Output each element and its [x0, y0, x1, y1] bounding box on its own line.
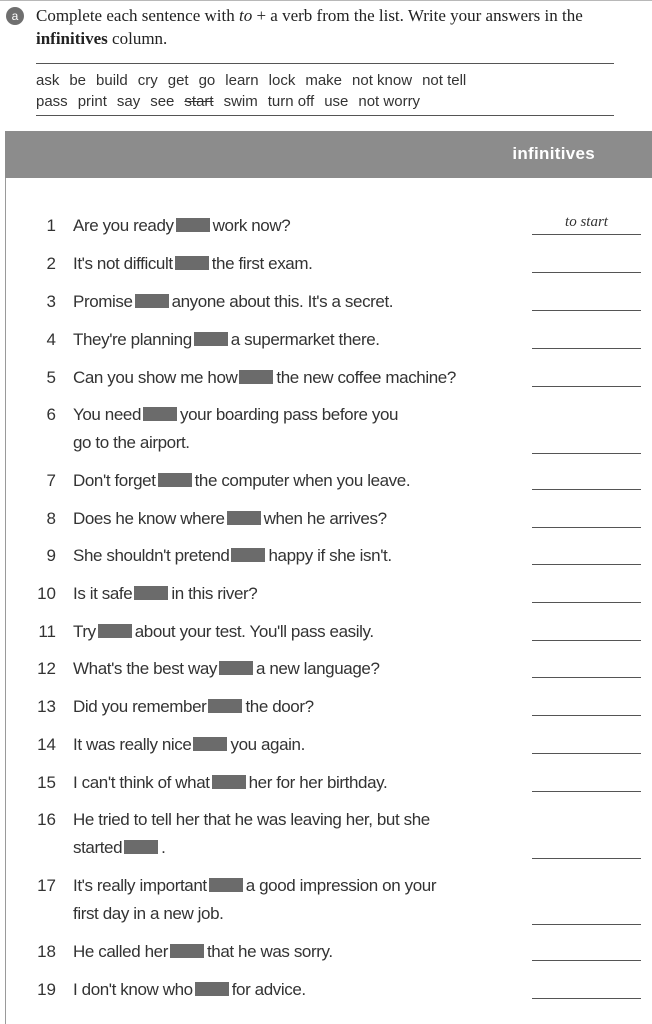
- item-number: 2: [46, 254, 56, 273]
- sentence-text: [73, 505, 493, 533]
- sentence-text: [73, 401, 493, 457]
- sentence-before-gap: It's really important: [73, 876, 207, 895]
- word-list-item: not tell: [422, 72, 467, 89]
- word-list-top-rule: [36, 63, 614, 64]
- blank-gap: [158, 473, 192, 487]
- sentence-text: [73, 364, 493, 392]
- sentence-after-gap: for advice.: [231, 980, 306, 999]
- sentence-after-gap: in this river?: [171, 584, 258, 603]
- sentence-before-gap: What's the best way: [73, 659, 217, 678]
- sentence-after-gap: a supermarket there.: [230, 330, 380, 349]
- word-list-item: learn: [225, 72, 259, 89]
- sentence-text: [73, 769, 493, 797]
- item-number: 1: [46, 216, 56, 235]
- word-list-item: lock: [268, 72, 296, 89]
- item-number: 12: [37, 659, 56, 678]
- blank-gap: [176, 218, 210, 232]
- word-list-item: ask: [36, 72, 60, 89]
- blank-gap: [135, 294, 169, 308]
- blank-gap: [227, 511, 261, 525]
- sentence-text: [73, 212, 493, 240]
- sentence-before-gap: started: [73, 838, 123, 857]
- blank-gap: [208, 699, 242, 713]
- sentence-text: [73, 655, 493, 683]
- sentence-after-gap: her for her birthday.: [248, 773, 388, 792]
- sentence-after-gap: anyone about this. It's a secret.: [171, 292, 394, 311]
- sentence-before-gap: Did you remember: [73, 697, 207, 716]
- sentence-line-2: first day in a new job.: [73, 904, 224, 923]
- item-number: 11: [38, 622, 56, 641]
- sentence-before-gap: They're planning: [73, 330, 192, 349]
- sentence-after-gap: happy if she isn't.: [268, 546, 392, 565]
- blank-gap: [143, 407, 177, 421]
- sentence-before-gap: He tried to tell her that he was leaving her, but she: [73, 810, 430, 829]
- sentence-before-gap: She shouldn't pretend: [73, 546, 230, 565]
- instruction-text: + a verb from the list. Write your answers in the: [252, 6, 583, 25]
- blank-gap: [209, 878, 243, 892]
- sentence-before-gap: Are you ready: [73, 216, 174, 235]
- sentence-after-gap: your boarding pass before you: [180, 405, 399, 424]
- item-number: 4: [46, 330, 56, 349]
- answer-field[interactable]: [532, 693, 641, 716]
- sentence-text: [73, 806, 493, 862]
- answer-field[interactable]: [532, 580, 641, 603]
- sentence-before-gap: Promise: [73, 292, 133, 311]
- word-list-item: go: [198, 72, 216, 89]
- instruction-text: column.: [107, 29, 168, 48]
- sentence-text: [73, 326, 493, 354]
- sentence-after-gap: about your test. You'll pass easily.: [134, 622, 374, 641]
- word-list-item: swim: [223, 93, 258, 110]
- sentence-after-gap: a new language?: [256, 659, 380, 678]
- answer-field[interactable]: to start: [532, 212, 641, 235]
- word-list-item: see: [150, 93, 175, 110]
- exercise-label-badge: a: [6, 7, 24, 25]
- blank-gap: [193, 737, 227, 751]
- word-list-item: not worry: [358, 93, 421, 110]
- sentence-text: [73, 731, 493, 759]
- answer-field[interactable]: [532, 505, 641, 528]
- word-list-item: turn off: [267, 93, 315, 110]
- sentence-before-gap: He called her: [73, 942, 168, 961]
- sentence-text: [73, 580, 493, 608]
- item-number: 15: [37, 773, 56, 792]
- word-list-row-1: [36, 72, 476, 90]
- item-number: 6: [46, 405, 56, 424]
- item-number: 14: [37, 735, 56, 754]
- column-header-title: infinitives: [512, 144, 595, 163]
- answer-field[interactable]: [532, 836, 641, 859]
- item-number: 10: [37, 584, 56, 603]
- sentence-before-gap: Can you show me how: [73, 368, 238, 387]
- word-list-item: get: [167, 72, 189, 89]
- word-list-row-2: [36, 93, 430, 111]
- instruction-bold: infinitives: [36, 29, 108, 48]
- instruction-text: Complete each sentence with: [36, 6, 239, 25]
- sentence-after-gap: the computer when you leave.: [194, 471, 411, 490]
- answer-field[interactable]: [532, 938, 641, 961]
- blank-gap: [170, 944, 204, 958]
- sentence-before-gap: Try: [73, 622, 96, 641]
- blank-gap: [194, 332, 228, 346]
- sentence-text: [73, 542, 493, 570]
- sentence-text: [73, 618, 493, 646]
- item-number: 3: [46, 292, 56, 311]
- sentence-text: [73, 872, 493, 928]
- word-list-item: not know: [352, 72, 413, 89]
- blank-gap: [98, 624, 132, 638]
- blank-gap: [219, 661, 253, 675]
- word-list-item: print: [77, 93, 107, 110]
- sentence-text: [73, 976, 493, 1004]
- sentence-after-gap: the new coffee machine?: [276, 368, 456, 387]
- word-list-item: cry: [137, 72, 158, 89]
- blank-gap: [124, 840, 158, 854]
- left-margin-rule: [5, 178, 6, 1024]
- item-number: 19: [37, 980, 56, 999]
- answer-field[interactable]: [532, 655, 641, 678]
- word-list-item: say: [116, 93, 141, 110]
- sentence-before-gap: You need: [73, 405, 142, 424]
- sentence-after-gap: a good impression on your: [245, 876, 437, 895]
- word-list-item: start: [184, 93, 214, 110]
- sentence-before-gap: Is it safe: [73, 584, 133, 603]
- sentence-before-gap: Does he know where: [73, 509, 225, 528]
- word-list-bottom-rule: [36, 115, 614, 116]
- instructions: [36, 4, 636, 50]
- sentence-line-2: go to the airport.: [73, 433, 190, 452]
- word-list-item: be: [69, 72, 87, 89]
- item-number: 13: [37, 697, 56, 716]
- answer-field[interactable]: [532, 618, 641, 641]
- sentence-after-gap: the door?: [245, 697, 314, 716]
- sentence-after-gap: when he arrives?: [263, 509, 387, 528]
- blank-gap: [239, 370, 273, 384]
- sentence-before-gap: I don't know who: [73, 980, 193, 999]
- column-header-bar: [5, 131, 652, 178]
- answer-field[interactable]: [532, 326, 641, 349]
- answer-field[interactable]: [532, 731, 641, 754]
- word-list-item: build: [96, 72, 128, 89]
- sentence-before-gap: It's not difficult: [73, 254, 173, 273]
- sentence-text: [73, 288, 493, 316]
- sentence-before-gap: Don't forget: [73, 471, 156, 490]
- sentence-after-gap: that he was sorry.: [206, 942, 333, 961]
- sentence-after-gap: .: [161, 838, 166, 857]
- answer-field[interactable]: [532, 288, 641, 311]
- sentence-text: [73, 467, 493, 495]
- blank-gap: [134, 586, 168, 600]
- item-number: 5: [46, 368, 56, 387]
- answer-field[interactable]: [532, 467, 641, 490]
- item-number: 16: [37, 810, 56, 829]
- word-list-item: make: [305, 72, 343, 89]
- blank-gap: [175, 256, 209, 270]
- answer-field[interactable]: [532, 542, 641, 565]
- blank-gap: [212, 775, 246, 789]
- blank-gap: [195, 982, 229, 996]
- instruction-to: to: [238, 6, 253, 25]
- answer-field[interactable]: [532, 976, 641, 999]
- sentence-text: [73, 250, 493, 278]
- sentence-text: [73, 938, 493, 966]
- sentence-after-gap: the first exam.: [211, 254, 313, 273]
- sentence-before-gap: I can't think of what: [73, 773, 210, 792]
- answer-field[interactable]: [532, 250, 641, 273]
- top-rule: [0, 0, 652, 1]
- sentence-before-gap: It was really nice: [73, 735, 192, 754]
- answer-field[interactable]: [532, 902, 641, 925]
- item-number: 8: [46, 509, 56, 528]
- item-number: 18: [37, 942, 56, 961]
- answer-field[interactable]: [532, 431, 641, 454]
- item-number: 7: [46, 471, 56, 490]
- blank-gap: [231, 548, 265, 562]
- sentence-text: [73, 693, 493, 721]
- item-number: 9: [46, 546, 56, 565]
- word-list-item: use: [324, 93, 349, 110]
- answer-field[interactable]: [532, 769, 641, 792]
- answer-field[interactable]: [532, 364, 641, 387]
- sentence-after-gap: you again.: [230, 735, 305, 754]
- word-list-item: pass: [36, 93, 68, 110]
- sentence-after-gap: work now?: [212, 216, 291, 235]
- item-number: 17: [37, 876, 56, 895]
